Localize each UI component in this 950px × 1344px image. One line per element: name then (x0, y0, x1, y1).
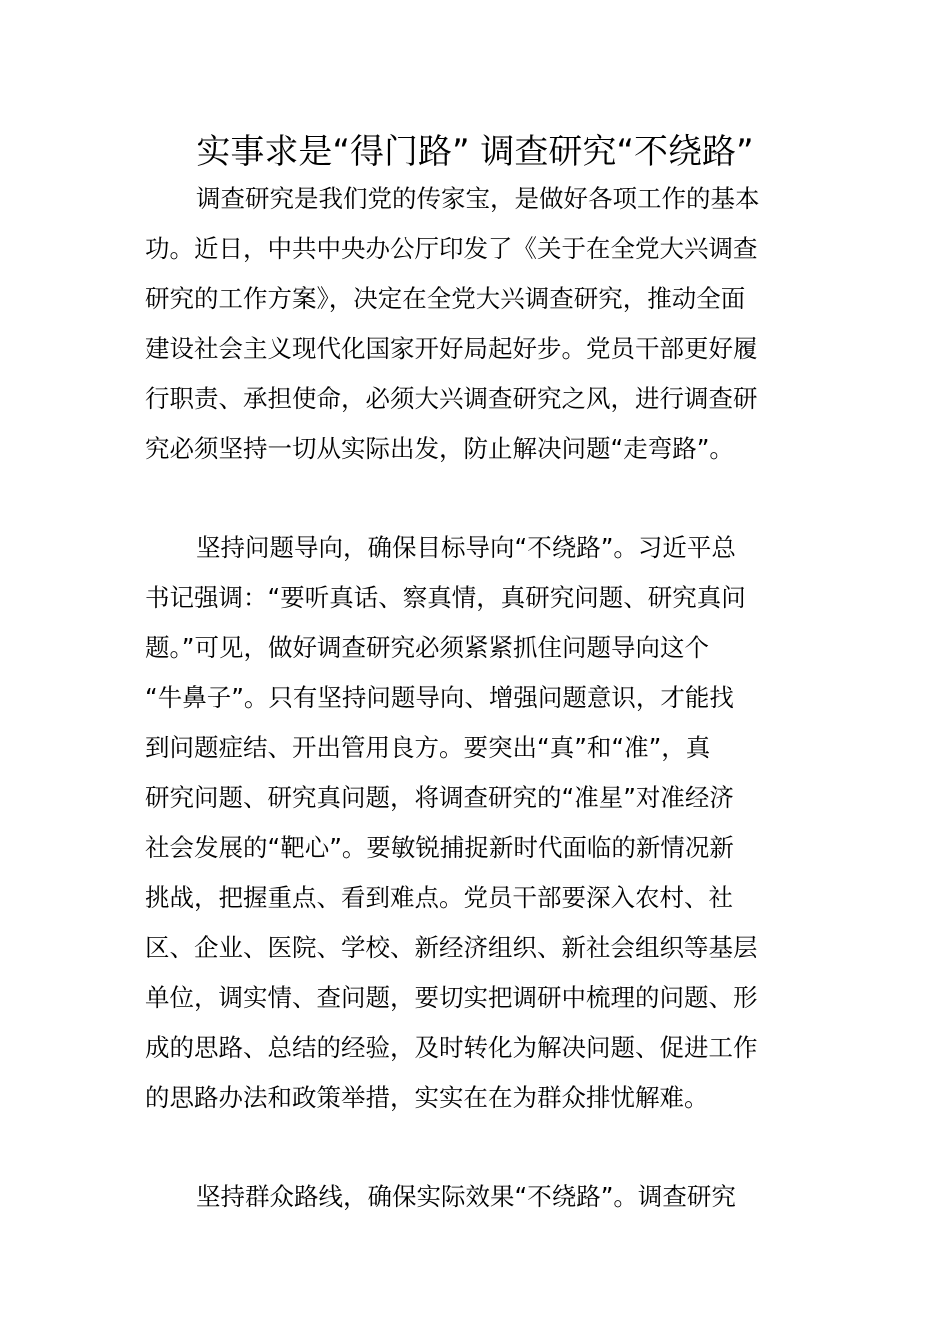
paragraph-line: 坚持问题导向，确保目标导向“不绕路”。习近平总 (196, 533, 736, 562)
paragraph-line: 究必须坚持一切从实际出发，防止解决问题“走弯路”。 (145, 434, 734, 463)
paragraph-line: 题。”可见，做好调查研究必须紧紧抓住问题导向这个 (145, 633, 709, 662)
paragraph-line: 书记强调：“要听真话、察真情，真研究问题、研究真问 (145, 583, 746, 612)
paragraph-line: 社会发展的“靶心”。要敏锐捕捉新时代面临的新情况新 (145, 833, 734, 862)
paragraph-line: 单位，调实情、查问题，要切实把调研中梳理的问题、形 (145, 983, 758, 1012)
paragraph-line: 成的思路、总结的经验，及时转化为解决问题、促进工作 (145, 1033, 758, 1062)
paragraph-line: 功。近日，中共中央办公厅印发了《关于在全党大兴调查 (145, 234, 758, 263)
paragraph-line: 坚持群众路线，确保实际效果“不绕路”。调查研究 (196, 1182, 736, 1211)
paragraph-line: 到问题症结、开出管用良方。要突出“真”和“准”，真 (145, 733, 711, 762)
paragraph-line: 建设社会主义现代化国家开好局起好步。党员干部更好履 (145, 334, 758, 363)
paragraph-line: 的思路办法和政策举措，实实在在为群众排忧解难。 (145, 1083, 709, 1112)
paragraph-line: 研究问题、研究真问题，将调查研究的“准星”对准经济 (145, 783, 734, 812)
paragraph-1 (145, 174, 810, 474)
paragraph-line: 研究的工作方案》，决定在全党大兴调查研究，推动全面 (145, 284, 746, 313)
paragraph-3 (145, 1172, 810, 1222)
document-title: 实事求是“得门路” 调查研究“不绕路” (196, 132, 754, 172)
paragraph-line: 行职责、承担使命，必须大兴调查研究之风，进行调查研 (145, 384, 758, 413)
paragraph-line: “牛鼻子”。只有坚持问题导向、增强问题意识，才能找 (145, 683, 734, 712)
paragraph-line: 区、企业、医院、学校、新经济组织、新社会组织等基层 (145, 933, 758, 962)
paragraph-2 (145, 523, 810, 1123)
paragraph-line: 挑战，把握重点、看到难点。党员干部要深入农村、社 (145, 883, 733, 912)
paragraph-line: 调查研究是我们党的传家宝，是做好各项工作的基本 (196, 184, 760, 213)
